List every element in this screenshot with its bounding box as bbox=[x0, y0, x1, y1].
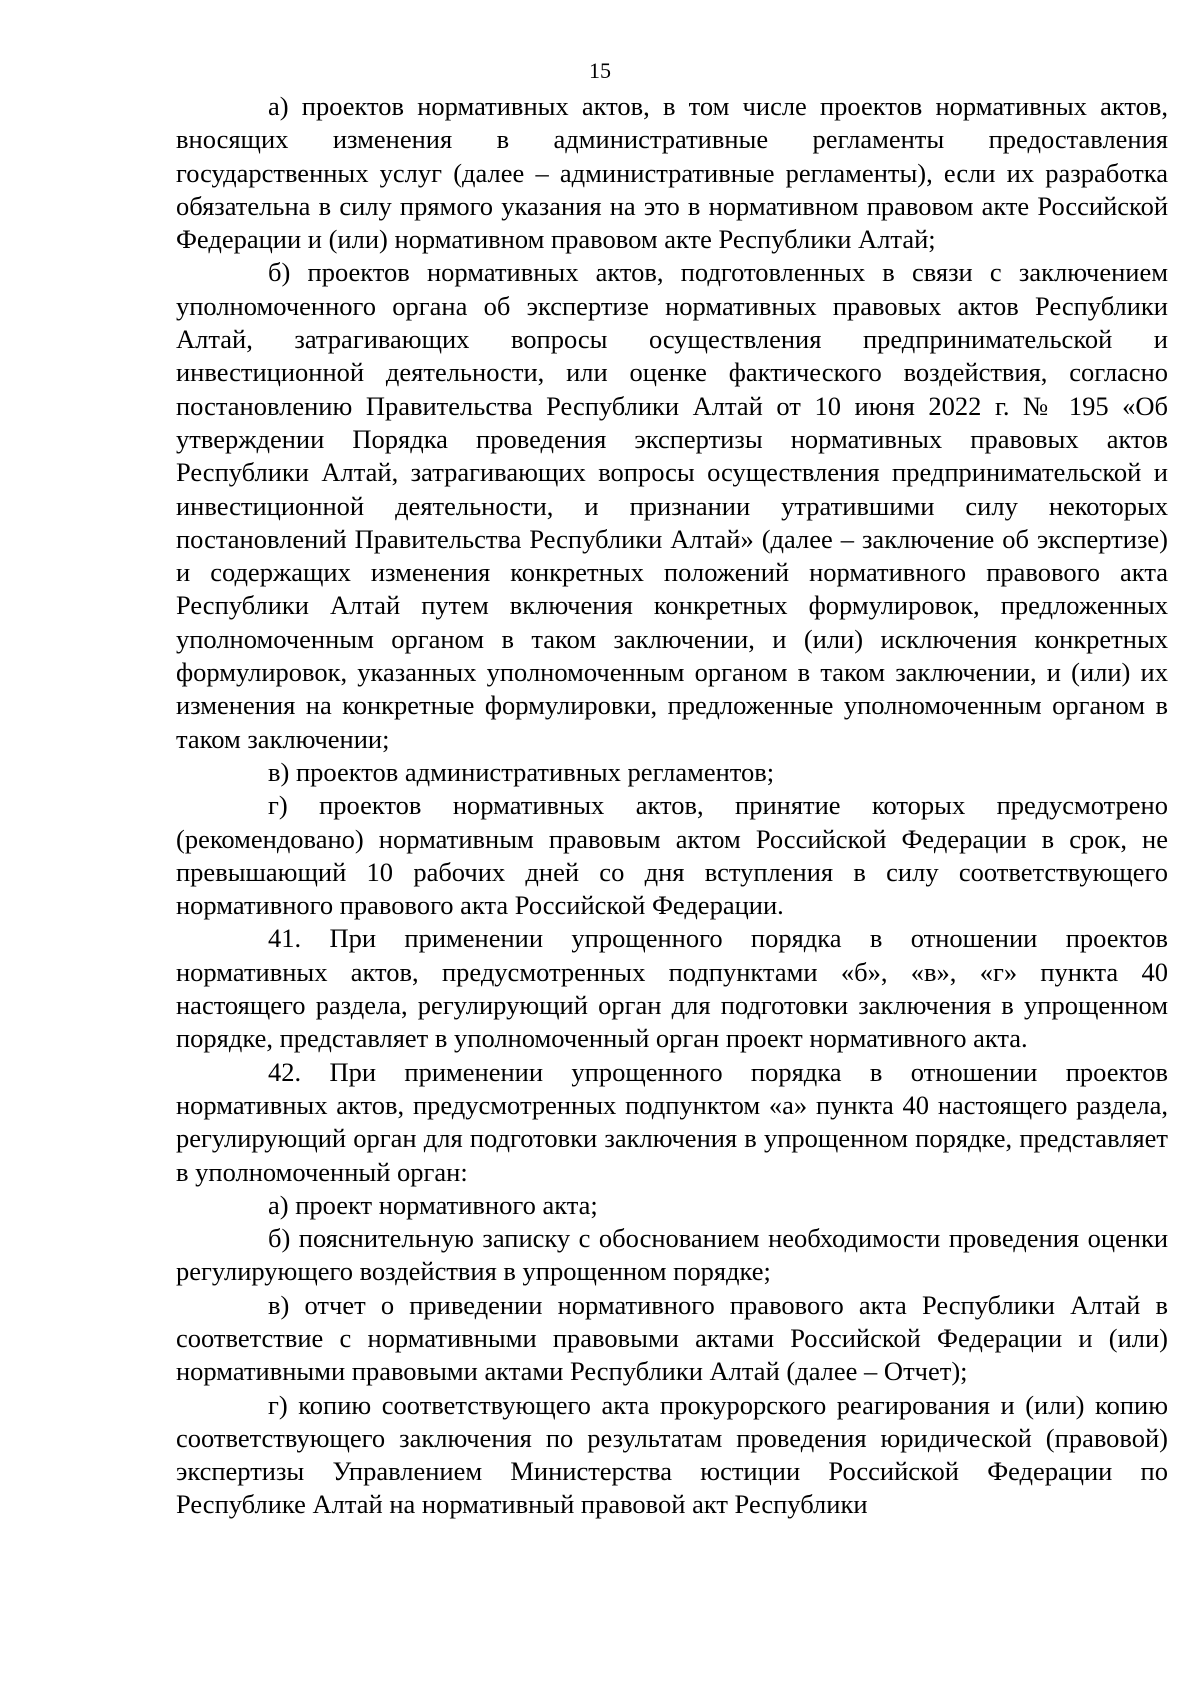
paragraph-clause-42-a: а) проект нормативного акта; bbox=[268, 1189, 598, 1220]
paragraph-subitem-v: в) проектов административных регламентов; bbox=[268, 756, 775, 787]
paragraph-clause-42-g: г) копию соответствующего акта прокурорского реагирования и (или) копию соответствующего заключения по результатам проведения юридической (правовой) экспертизы Управлением Министерства юстиции Российской Федерации по Республике Алтай на нормативный правовой акт Республики bbox=[176, 1389, 1168, 1520]
paragraph-subitem-g: г) проектов нормативных актов, принятие которых предусмотрено (рекомендовано) нормативным правовым актом Российской Федерации в срок, не превышающий 10 рабочих дней со дня вступления в силу соответствующего нормативного правового акта Российской Федерации. bbox=[176, 790, 1168, 921]
paragraph-clause-42: 42. При применении упрощенного порядка в отношении проектов нормативных актов, предусмотренных подпунктом «а» пункта 40 настоящего раздела, регулирующий орган для подготовки заключения в упрощенном порядке, представляет в уполномоченный орган: bbox=[176, 1056, 1168, 1187]
document-body bbox=[176, 90, 1168, 1522]
paragraph-clause-42-b: б) пояснительную записку с обоснованием необходимости проведения оценки регулирующего воздействия в упрощенном порядке; bbox=[176, 1223, 1168, 1287]
page-number: 15 bbox=[589, 58, 611, 83]
paragraph-subitem-a: а) проектов нормативных актов, в том числе проектов нормативных актов, вносящих изменения в административные регламенты предоставления государственных услуг (далее – административные регламенты), если их разработка обязательна в силу прямого указания на это в нормативном правовом акте Российской Федерации и (или) нормативном правовом акте Республики Алтай; bbox=[176, 91, 1168, 255]
paragraph-clause-41: 41. При применении упрощенного порядка в отношении проектов нормативных актов, предусмотренных подпунктами «б», «в», «г» пункта 40 настоящего раздела, регулирующий орган для подготовки заключения в упрощенном порядке, представляет в уполномоченный орган проект нормативного акта. bbox=[176, 923, 1168, 1054]
paragraph-subitem-b: б) проектов нормативных актов, подготовленных в связи с заключением уполномоченного органа об экспертизе нормативных правовых актов Республики Алтай, затрагивающих вопросы осуществления предпринимательской и инвестиционной деятельности, или оценке фактического воздействия, согласно постановлению Правительства Республики Алтай от 10 июня 2022 г. № 195 «Об утверждении Порядка проведения экспертизы нормативных правовых актов Республики Алтай, затрагивающих вопросы осуществления предпринимательской и инвестиционной деятельности, и признании утратившими силу некоторых постановлений Правительства Республики Алтай» (далее – заключение об экспертизе) и содержащих изменения конкретных положений нормативного правового акта Республики Алтай путем включения конкретных формулировок, предложенных уполномоченным органом в таком заключении, и (или) исключения конкретных формулировок, указанных уполномоченным органом в таком заключении, и (или) их изменения на конкретные формулировки, предложенные уполномоченным органом в таком заключении; bbox=[176, 257, 1168, 754]
paragraph-clause-42-v: в) отчет о приведении нормативного правового акта Республики Алтай в соответствие с нормативными правовыми актами Российской Федерации и (или) нормативными правовыми актами Республики Алтай (далее – Отчет); bbox=[176, 1289, 1168, 1387]
